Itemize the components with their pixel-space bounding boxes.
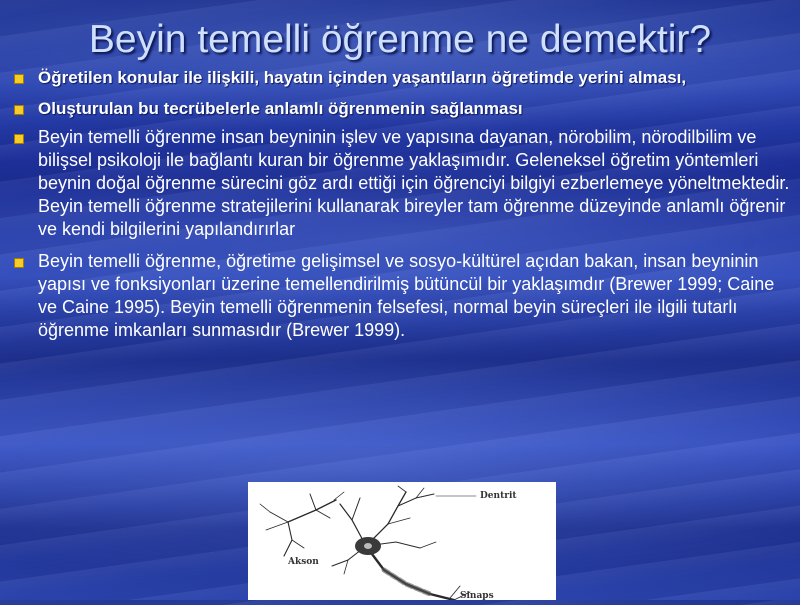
bullet-square-icon (14, 134, 24, 144)
bullet-square-icon (14, 258, 24, 268)
dendrite-label: Dentrit (480, 491, 517, 501)
neuron-figure (248, 482, 556, 600)
bullet-square-icon (14, 105, 24, 115)
bullet-text: Öğretilen konular ile ilişkili, hayatın içinden yaşantıların öğretimde yerini alması, (38, 68, 687, 87)
axon-label: Akson (288, 557, 319, 567)
neuron-nucleus (364, 543, 372, 549)
bullet-text: Beyin temelli öğrenme insan beyninin işlev ve yapısına dayanan, nörobilim, nörodilbilim ve bilişsel psikoloji ile bağlantı kuran bir öğrenme yaklaşımıdır. Geleneksel öğretim yöntemleri beynin doğal öğrenme sürecini göz ardı ettiği için öğrenciyi bilgiyi ezberlemeye yöneltmektedir. Beyin temelli öğrenme stratejilerini kullanarak bireyler tam öğrenme düzeyinde anlamlı öğrenir ve kendi bilgilerini yapılandırırlar (38, 127, 790, 239)
bullet-list (12, 68, 792, 342)
bullet-item (12, 68, 792, 87)
bullet-text: Oluşturulan bu tecrübelerle anlamlı öğrenmenin sağlanması (38, 99, 523, 118)
synapse-label: Sinaps (460, 591, 494, 600)
bullet-square-icon (14, 74, 24, 84)
bullet-text: Beyin temelli öğrenme, öğretime gelişimsel ve sosyo-kültürel açıdan bakan, insan beyninin yapısı ve fonksiyonları üzerine temellendirilmiş bütüncül bir yaklaşımdır (Brewer 1999; Caine ve Caine 1995). Beyin temelli öğrenmenin felsefesi, normal beyin süreçleri ile ilgili tutarlı öğrenme imkanları sunmasıdır (Brewer 1999). (38, 251, 775, 340)
bullet-item (12, 99, 792, 118)
neuron-diagram (248, 482, 556, 600)
slide-title: Beyin temelli öğrenme ne demektir? (88, 18, 712, 61)
bullet-item (12, 250, 792, 342)
bullet-item (12, 126, 792, 241)
